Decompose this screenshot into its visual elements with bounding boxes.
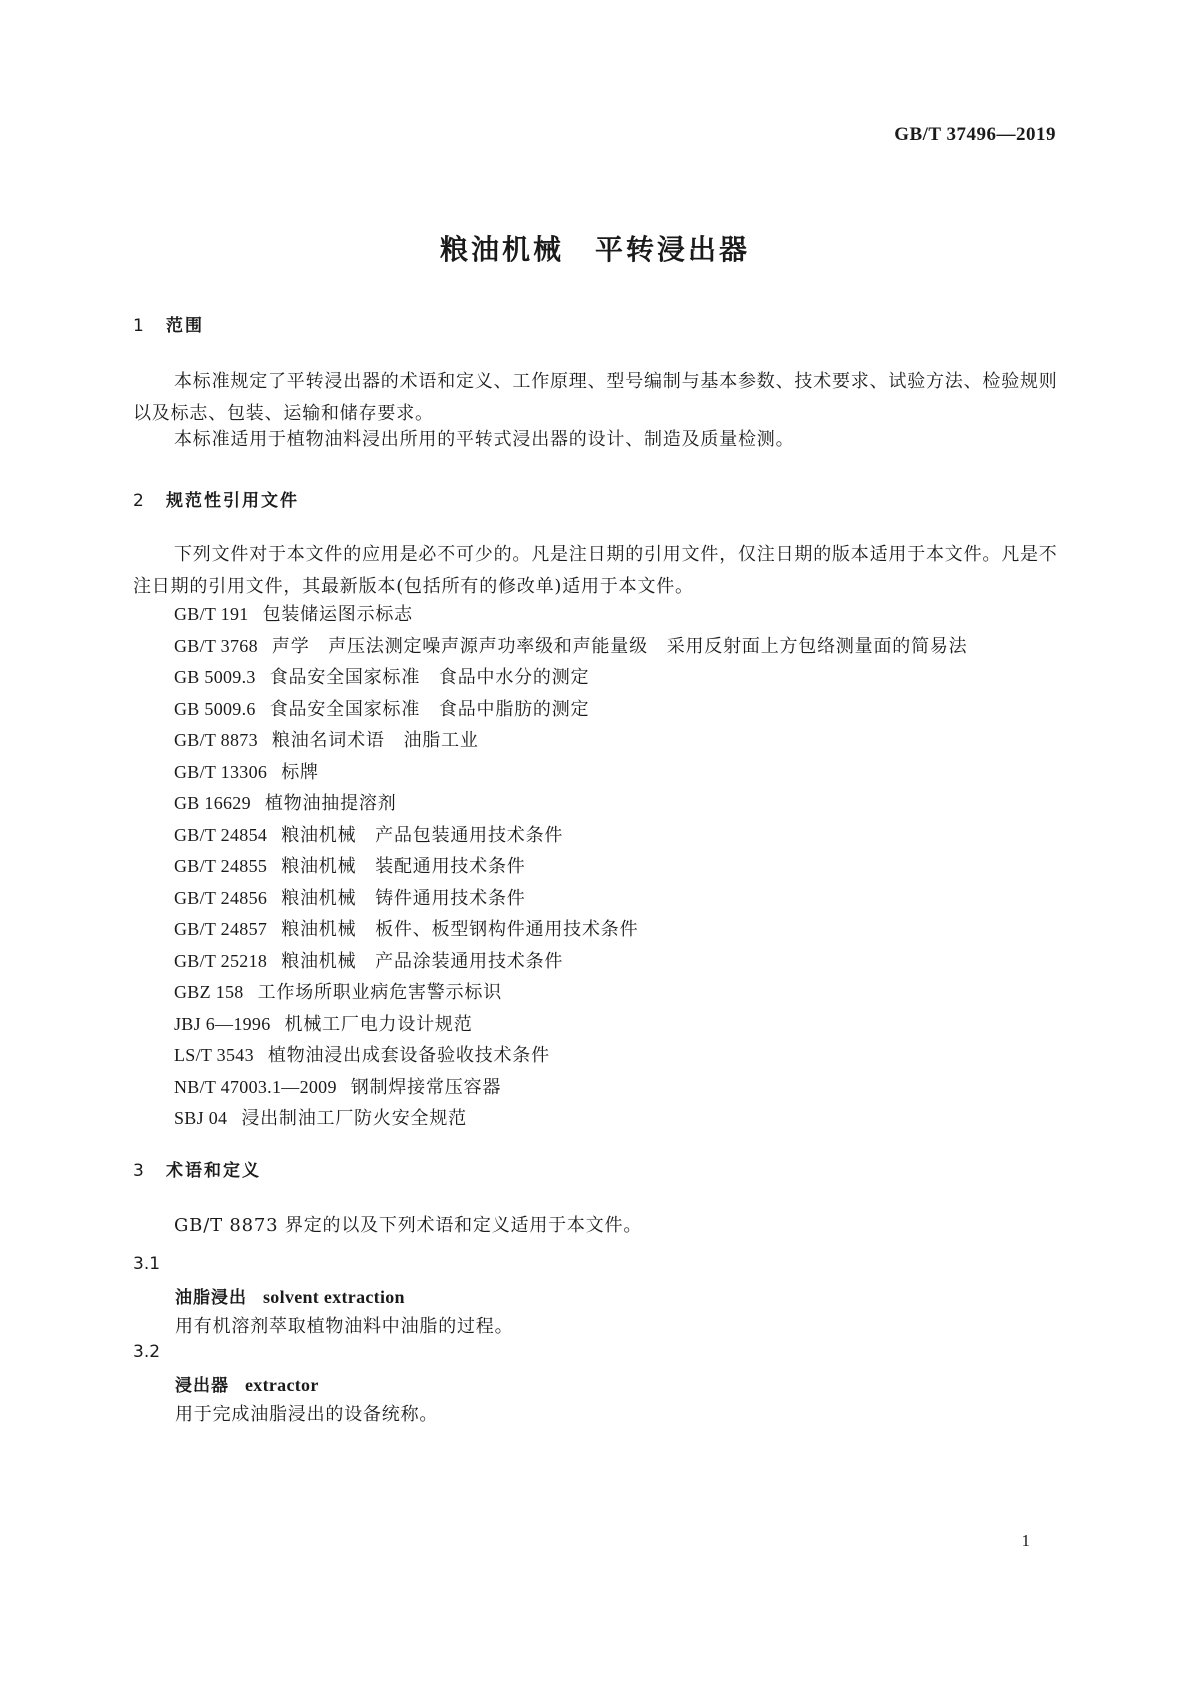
section-number: 2 <box>133 491 144 511</box>
reference-list <box>133 599 1061 1135</box>
scope-paragraph-1: 本标准规定了平转浸出器的术语和定义、工作原理、型号编制与基本参数、技术要求、试验方法、检验规则以及标志、包装、运输和储存要求。 <box>133 371 1058 424</box>
reference-title: 标牌 <box>281 761 319 783</box>
reference-item <box>133 946 1061 978</box>
reference-title: 粮油名词术语 油脂工业 <box>271 730 479 751</box>
reference-title: 工作场所职业病危害警示标识 <box>257 982 503 1003</box>
reference-title: 粮油机械 产品涂装通用技术条件 <box>281 950 564 972</box>
reference-title: 钢制焊接常压容器 <box>350 1076 502 1098</box>
reference-item <box>133 599 1061 631</box>
reference-item <box>133 1072 1061 1104</box>
reference-code: GB/T 191 <box>174 604 249 624</box>
scope-paragraph-2: 本标准适用于植物油料浸出所用的平转式浸出器的设计、制造及质量检测。 <box>174 429 795 450</box>
reference-code: GB 5009.6 <box>174 698 256 719</box>
section-title: 术语和定义 <box>166 1161 261 1181</box>
reference-code: GB 16629 <box>174 793 251 813</box>
reference-title: 食品安全国家标准 食品中脂肪的测定 <box>269 698 590 720</box>
reference-item <box>133 788 1061 820</box>
section-heading-scope <box>133 311 204 336</box>
term-number: 3.2 <box>133 1342 161 1362</box>
term-definition: 用于完成油脂浸出的设备统称。 <box>175 1404 439 1425</box>
reference-code: LS/T 3543 <box>174 1045 254 1065</box>
reference-title: 粮油机械 装配通用技术条件 <box>281 856 526 877</box>
reference-item <box>133 1009 1061 1041</box>
reference-code: GB/T 24855 <box>174 856 268 876</box>
section-heading-terms-definitions <box>133 1156 261 1181</box>
reference-code: GBZ 158 <box>174 982 244 1002</box>
term-cn: 浸出器 <box>175 1376 229 1396</box>
document-title: 粮油机械 平转浸出器 <box>439 233 750 266</box>
reference-item <box>133 1040 1061 1072</box>
reference-item <box>133 631 1061 663</box>
term-en: extractor <box>245 1375 319 1395</box>
reference-code: GB/T 24854 <box>174 824 268 845</box>
reference-title: 粮油机械 铸件通用技术条件 <box>281 887 526 909</box>
reference-item <box>133 820 1061 852</box>
reference-item <box>133 851 1061 883</box>
reference-code: SBJ 04 <box>174 1108 228 1128</box>
section-heading-normative-references <box>133 486 299 511</box>
terms-intro: GB/T 8873 界定的以及下列术语和定义适用于本文件。 <box>174 1215 643 1236</box>
section-number: 1 <box>133 316 144 336</box>
reference-code: GB/T 8873 <box>174 730 258 750</box>
reference-title: 粮油机械 板件、板型钢构件通用技术条件 <box>281 919 639 940</box>
term-cn: 油脂浸出 <box>175 1288 247 1308</box>
section-title: 规范性引用文件 <box>166 491 299 511</box>
reference-code: NB/T 47003.1—2009 <box>174 1076 337 1097</box>
reference-title: 食品安全国家标准 食品中水分的测定 <box>269 667 590 688</box>
reference-title: 包装储运图示标志 <box>262 604 413 625</box>
term-heading <box>175 1371 319 1396</box>
reference-code: GB 5009.3 <box>174 667 256 687</box>
section-number: 3 <box>133 1161 144 1181</box>
reference-code: GB/T 3768 <box>174 635 258 656</box>
reference-title: 机械工厂电力设计规范 <box>284 1013 473 1035</box>
term-number: 3.1 <box>133 1254 161 1274</box>
reference-code: JBJ 6—1996 <box>174 1013 271 1034</box>
standard-number: GB/T 37496—2019 <box>894 124 1056 145</box>
reference-title: 植物油抽提溶剂 <box>264 793 397 814</box>
reference-item <box>133 757 1061 789</box>
reference-item <box>133 662 1061 694</box>
reference-item <box>133 694 1061 726</box>
reference-item <box>133 883 1061 915</box>
reference-title: 声学 声压法测定噪声源声功率级和声能量级 采用反射面上方包络测量面的简易法 <box>271 635 968 657</box>
term-heading <box>175 1283 405 1308</box>
reference-title: 植物油浸出成套设备验收技术条件 <box>267 1045 550 1066</box>
reference-title: 粮油机械 产品包装通用技术条件 <box>281 824 564 846</box>
reference-item <box>133 977 1061 1009</box>
reference-item <box>133 725 1061 757</box>
term-definition: 用有机溶剂萃取植物油料中油脂的过程。 <box>175 1316 514 1337</box>
reference-item <box>133 1103 1061 1135</box>
reference-code: GB/T 24857 <box>174 919 268 939</box>
reference-code: GB/T 25218 <box>174 950 268 971</box>
reference-code: GB/T 13306 <box>174 761 268 782</box>
reference-code: GB/T 24856 <box>174 887 268 908</box>
references-intro: 下列文件对于本文件的应用是必不可少的。凡是注日期的引用文件，仅注日期的版本适用于本文件。凡是不注日期的引用文件，其最新版本(包括所有的修改单)适用于本文件。 <box>133 544 1058 597</box>
reference-item <box>133 914 1061 946</box>
term-en: solvent extraction <box>263 1287 405 1307</box>
page-number: 1 <box>1021 1531 1030 1550</box>
section-title: 范围 <box>166 316 204 336</box>
reference-title: 浸出制油工厂防火安全规范 <box>241 1108 467 1129</box>
